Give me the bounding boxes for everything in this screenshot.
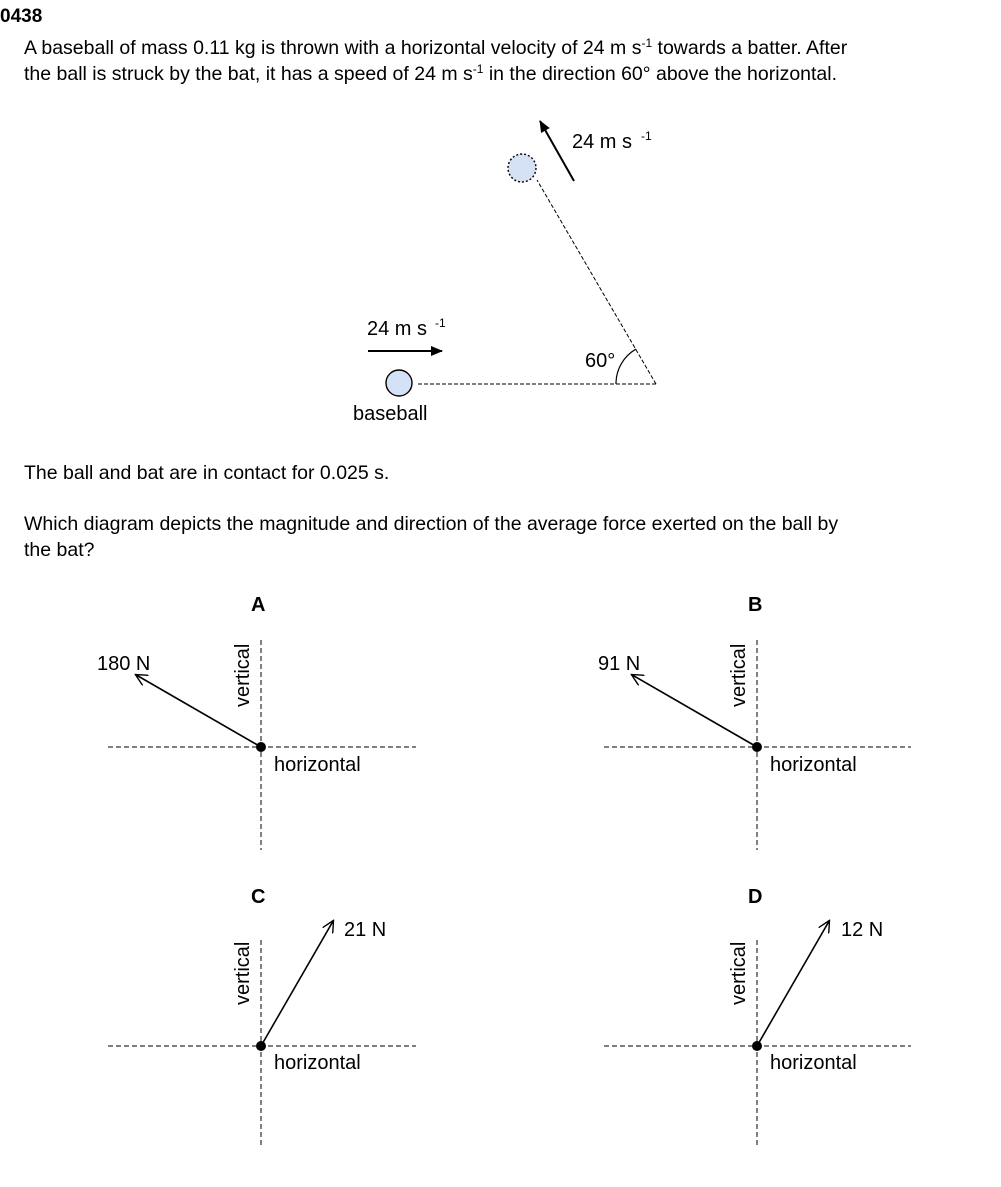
angle-arc xyxy=(616,349,636,384)
svg-text:24 m s: 24 m s xyxy=(367,318,428,340)
horizontal-label: horizontal xyxy=(770,754,857,776)
force-label: 21 N xyxy=(344,919,387,941)
force-label: 180 N xyxy=(97,653,151,675)
origin-dot xyxy=(752,1041,762,1051)
contact-time-text: The ball and bat are in contact for 0.025 s. xyxy=(24,462,390,484)
question-line-1: Which diagram depicts the magnitude and direction of the average force exerted on the ball by xyxy=(24,513,839,535)
origin-dot xyxy=(752,742,762,752)
svg-text:-1: -1 xyxy=(435,316,446,330)
incoming-velocity-label xyxy=(367,316,446,340)
svg-text:24 m s: 24 m s xyxy=(572,131,633,153)
option-d[interactable] xyxy=(604,886,911,1148)
force-arrow xyxy=(261,920,334,1046)
vertical-label: vertical xyxy=(728,941,750,1005)
force-label: 12 N xyxy=(841,919,884,941)
angle-label: 60° xyxy=(585,350,616,372)
option-letter: A xyxy=(251,594,266,616)
vertical-label: vertical xyxy=(232,941,254,1005)
vertical-label: vertical xyxy=(232,643,254,707)
origin-dot xyxy=(256,742,266,752)
baseball xyxy=(386,370,412,396)
outgoing-velocity-label xyxy=(572,129,652,153)
intro-line-1: A baseball of mass 0.11 kg is thrown with a horizontal velocity of 24 m $s^{-1}$ towards a batter. After xyxy=(24,36,848,59)
force-label: 91 N xyxy=(598,653,641,675)
question-number: 0438 xyxy=(0,6,43,27)
outgoing-velocity-arrow xyxy=(540,121,574,181)
option-letter: B xyxy=(748,594,763,616)
deflected-baseball xyxy=(508,154,536,182)
option-letter: D xyxy=(748,886,763,908)
option-letter: C xyxy=(251,886,266,908)
baseball-label: baseball xyxy=(353,403,428,425)
horizontal-label: horizontal xyxy=(274,754,361,776)
horizontal-label: horizontal xyxy=(274,1052,361,1074)
origin-dot xyxy=(256,1041,266,1051)
baseball-scene xyxy=(353,121,656,425)
option-c[interactable] xyxy=(108,886,416,1148)
vertical-label: vertical xyxy=(728,643,750,707)
intro-line-2: the ball is struck by the bat, it has a speed of 24 m $s^{-1}$ in the direction 60° above the horizontal. xyxy=(24,62,838,85)
svg-text:-1: -1 xyxy=(641,129,652,143)
option-a[interactable] xyxy=(97,594,416,850)
force-arrow xyxy=(757,920,830,1046)
question-line-2: the bat? xyxy=(24,539,95,561)
horizontal-label: horizontal xyxy=(770,1052,857,1074)
option-b[interactable] xyxy=(598,594,911,850)
